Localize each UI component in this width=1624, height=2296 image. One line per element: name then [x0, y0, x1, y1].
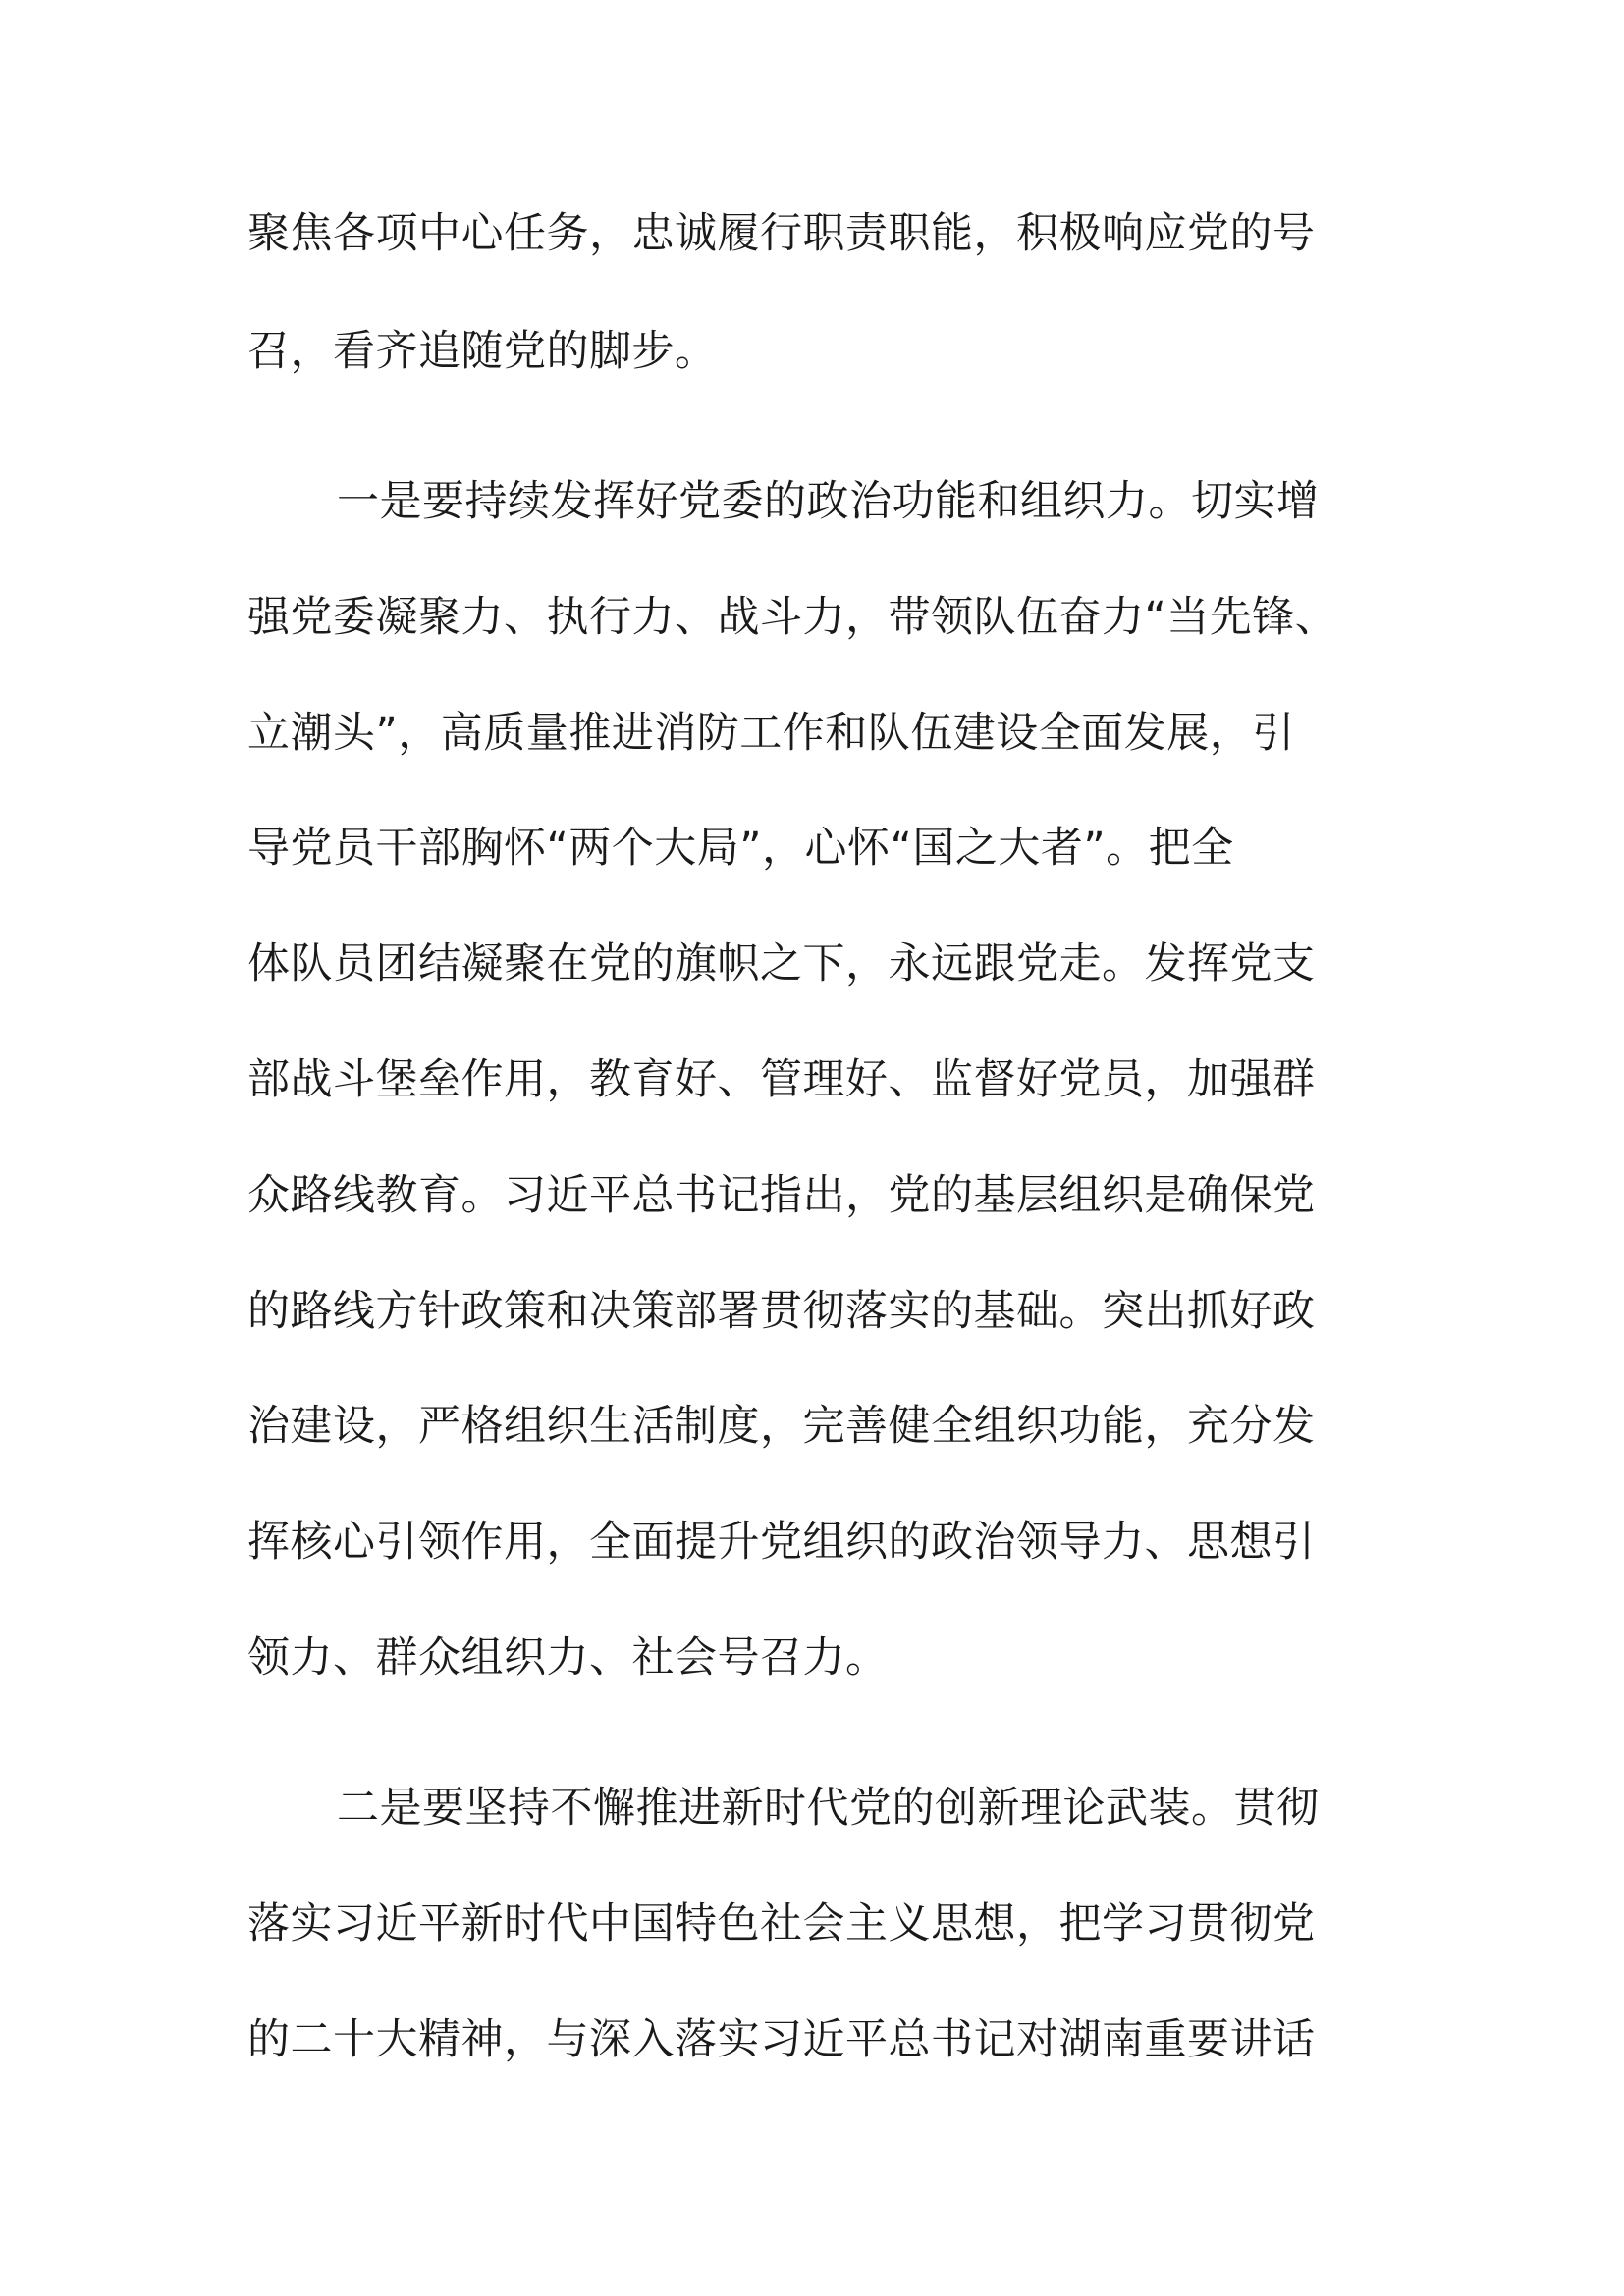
text-line: 治建设，严格组织生活制度，完善健全组织功能，充分发 — [247, 1402, 1316, 1451]
text-line: 召，看齐追随党的脚步。 — [247, 327, 718, 376]
text-line: 聚焦各项中心任务，忠诚履行职责职能，积极响应党的号 — [247, 209, 1316, 258]
text-line: 强党委凝聚力、执行力、战斗力，带领队伍奋力“当先锋、 — [247, 593, 1338, 642]
paragraph-first-line: 二是要坚持不懈推进新时代党的创新理论武装。贯彻 — [337, 1784, 1320, 1833]
text-line: 部战斗堡垒作用，教育好、管理好、监督好党员，加强群 — [247, 1055, 1316, 1104]
text-line: 体队员团结凝聚在党的旗帜之下，永远跟党走。发挥党支 — [247, 939, 1316, 988]
text-line: 挥核心引领作用，全面提升党组织的政治领导力、思想引 — [247, 1518, 1316, 1567]
paragraph-first-line: 一是要持续发挥好党委的政治功能和组织力。切实增 — [337, 477, 1320, 526]
text-line: 众路线教育。习近平总书记指出，党的基层组织是确保党 — [247, 1171, 1316, 1220]
text-line: 立潮头”，高质量推进消防工作和队伍建设全面发展，引 — [247, 709, 1295, 758]
text-line: 落实习近平新时代中国特色社会主义思想，把学习贯彻党 — [247, 1899, 1316, 1949]
text-line: 导党员干部胸怀“两个大局”，心怀“国之大者”。把全 — [247, 824, 1234, 873]
text-line: 的二十大精神，与深入落实习近平总书记对湖南重要讲话 — [247, 2015, 1316, 2064]
text-line: 的路线方针政策和决策部署贯彻落实的基础。突出抓好政 — [247, 1287, 1316, 1336]
text-line: 领力、群众组织力、社会号召力。 — [247, 1633, 889, 1682]
